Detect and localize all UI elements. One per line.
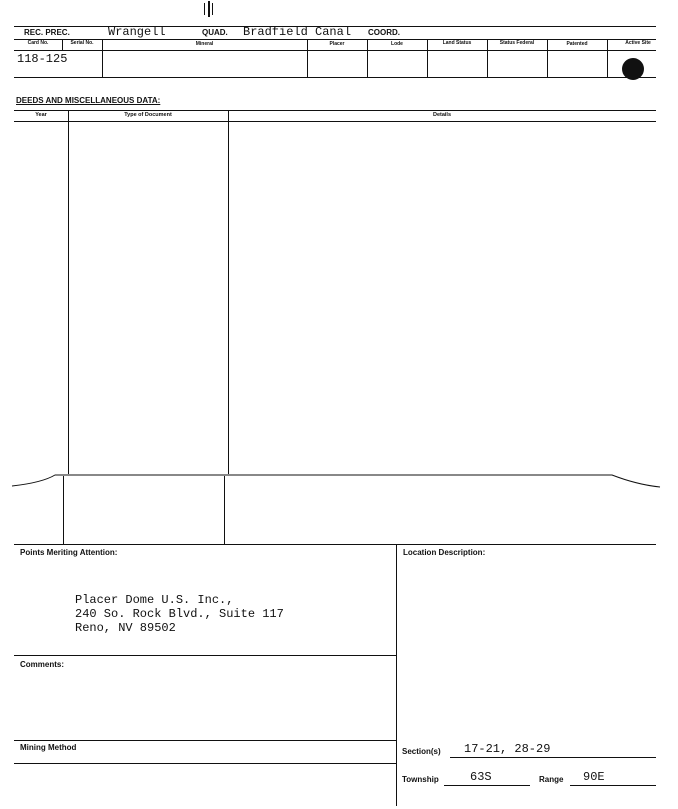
- header-bottom-line: [14, 39, 656, 40]
- col-active-site: Active Site: [625, 40, 651, 46]
- col-patented: Patented: [566, 41, 588, 47]
- col-type-of-document: Type of Document: [124, 112, 172, 118]
- points-address: [75, 593, 284, 635]
- coord-label: COORD.: [368, 28, 400, 37]
- col-placer: Placer: [329, 41, 345, 47]
- col-card-no: Card No.: [27, 40, 49, 46]
- deeds-vline-year: [68, 110, 69, 474]
- range-label: Range: [539, 775, 564, 784]
- col-serial-no: Serial No.: [70, 40, 94, 46]
- bottom-divider: [396, 544, 397, 806]
- comments-label: Comments:: [20, 660, 65, 669]
- splice-curve: [0, 466, 678, 496]
- township-label: Township: [402, 775, 439, 784]
- township-underline: [444, 785, 530, 786]
- col-lode: Lode: [391, 41, 403, 47]
- rec-prec-value: Wrangell: [108, 25, 166, 39]
- mining-method-label: Mining Method: [20, 743, 77, 752]
- mining-method-bottom: [14, 763, 396, 764]
- location-label: Location Description:: [403, 548, 486, 557]
- col-year: Year: [35, 112, 47, 118]
- top-table-header-line: [14, 50, 656, 51]
- top-mark: [202, 1, 214, 17]
- township-value: 63S: [470, 770, 492, 784]
- active-site-dot: [622, 58, 644, 80]
- quad-value: Bradfield Canal: [243, 25, 352, 39]
- deeds-vline-type: [228, 110, 229, 474]
- deeds-header-bottom: [14, 121, 656, 122]
- top-table-bottom-line: [14, 77, 656, 78]
- sections-label: Section(s): [402, 747, 441, 756]
- quad-label: QUAD.: [202, 28, 228, 37]
- address-line-3: Reno, NV 89502: [75, 621, 176, 635]
- range-value: 90E: [583, 770, 605, 784]
- vline-patented-active: [607, 39, 608, 77]
- address-line-2: 240 So. Rock Blvd., Suite 117: [75, 607, 284, 621]
- range-underline: [570, 785, 656, 786]
- mining-method-top: [14, 740, 396, 741]
- col-details: Details: [432, 112, 452, 118]
- rec-prec-label: REC. PREC.: [24, 28, 70, 37]
- bottom-section-top: [14, 544, 656, 545]
- sections-underline: [450, 757, 656, 758]
- col-mineral: Mineral: [195, 41, 214, 47]
- comments-top: [14, 655, 396, 656]
- card-no-value: 118-125: [17, 52, 68, 66]
- deeds-title: DEEDS AND MISCELLANEOUS DATA:: [16, 96, 161, 105]
- points-label: Points Meriting Attention:: [20, 548, 118, 557]
- address-line-1: Placer Dome U.S. Inc.,: [75, 593, 234, 607]
- col-status-federal: Status Federal: [499, 40, 535, 46]
- sections-value: 17-21, 28-29: [464, 742, 551, 756]
- col-land-status: Land Status: [442, 40, 472, 46]
